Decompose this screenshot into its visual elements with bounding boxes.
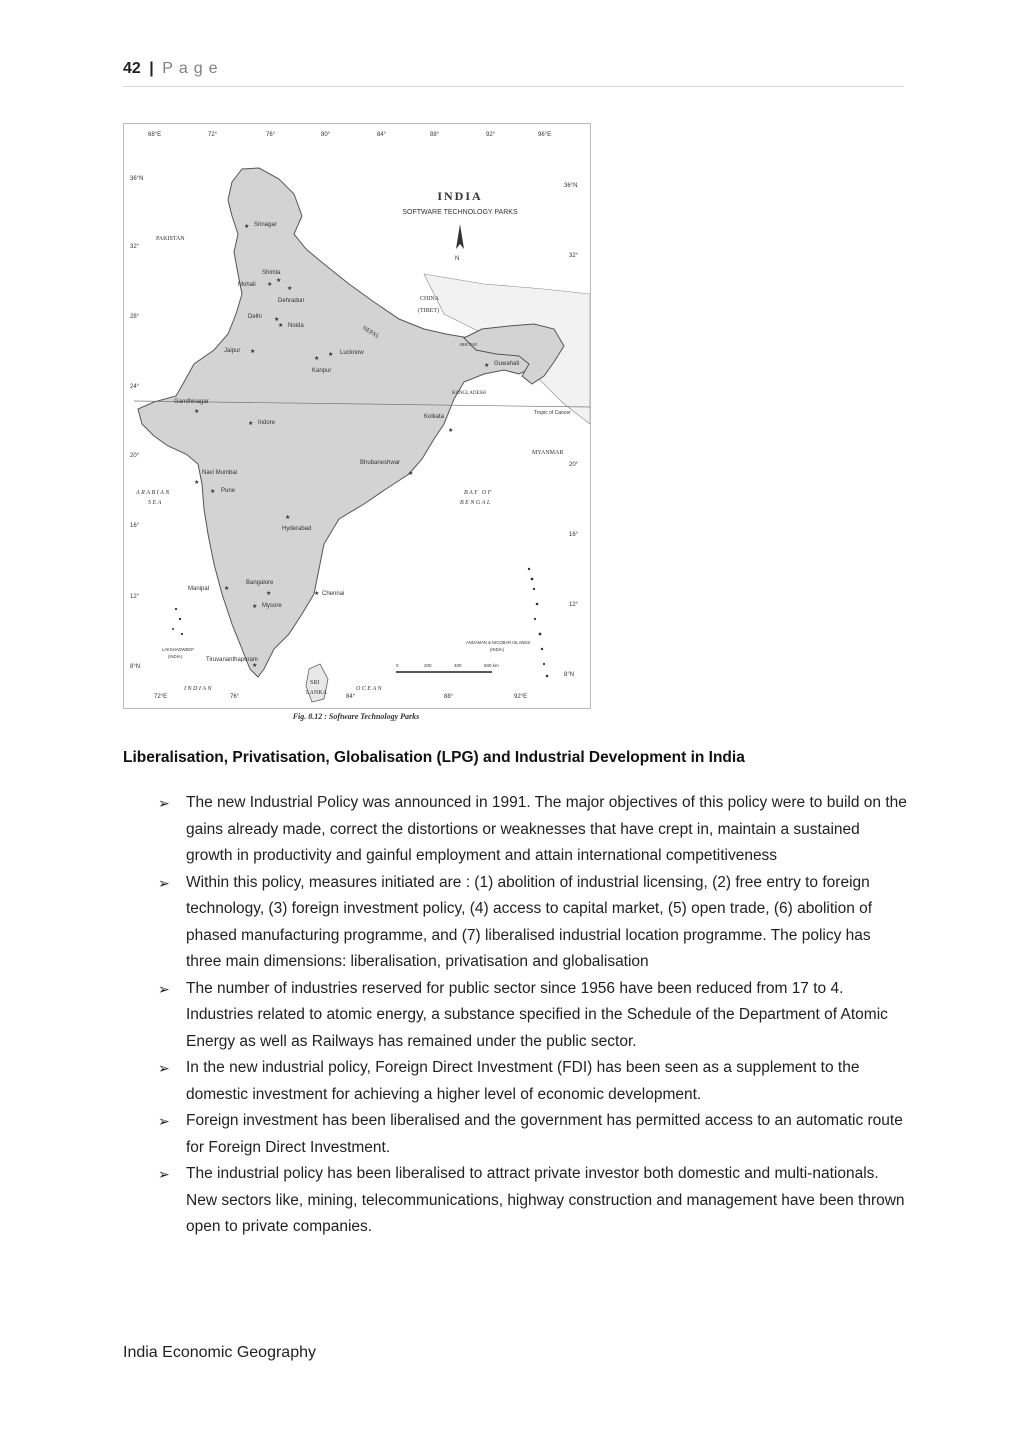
lon-bottom-2: 84° [346,694,356,700]
lat-left-2: 28° [130,314,140,320]
lat-right-5: 16° [569,532,579,538]
lon-top-6: 92° [486,132,496,138]
lat-right-6: 12° [569,602,579,608]
label-china: CHINA [420,296,439,302]
label-indian: INDIAN [184,686,213,692]
city-kanpur: Kanpur [312,368,332,374]
city-mohali: Mohali [238,282,256,288]
list-item [123,976,908,1056]
city-srinagar: Srinagar [254,222,277,228]
city-marker: ★ [314,356,320,362]
list-item [123,1161,908,1241]
city-gandhinagar: Gandhinagar [174,399,209,405]
list-item [123,790,908,870]
lat-right-0: 36°N [564,183,578,189]
label-bangladesh: BANGLADESH [452,391,486,396]
map-title: INDIA [437,189,483,203]
label-andaman: ANDAMAN & NICOBAR ISLANDS [466,640,531,645]
city-manipal: Manipal [188,586,210,592]
city-marker: ★ [287,286,293,292]
lon-bottom-0: 72°E [154,694,168,700]
city-kolkata: Kolkata [424,414,445,420]
india-landmass [138,168,532,677]
city-marker: ★ [194,409,200,415]
lat-left-3: 24° [130,384,140,390]
city-marker: ★ [328,352,334,358]
arrow-bullet-icon: ➢ [158,795,170,811]
city-dehradun: Dehradun [278,298,305,304]
list-item [123,870,908,976]
city-marker: ★ [448,428,454,434]
city-marker: ★ [274,317,280,323]
svg-text:N: N [455,256,460,262]
lat-left-1: 32° [130,244,140,250]
section-heading: Liberalisation, Privatisation, Globalisation (LPG) and Industrial Development in India [123,749,745,766]
list-item-text: The new Industrial Policy was announced in 1991. The major objectives of this policy were to build on the gains already made, correct the distortions or weaknesses that have crept in, maintain a sustained growth in productivity and gainful employment and attain international competitiveness [186,794,907,864]
scale-400: 400 [454,663,462,668]
list-item-text: The industrial policy has been liberalised to attract private investor both domestic and multi-nationals. New sectors like, mining, telecommunications, highway construction and management have been thrown open to private companies. [186,1165,905,1235]
india-map-figure [123,123,591,709]
lat-left-7: 8°N [130,664,141,670]
label-ocean: OCEAN [356,686,384,692]
page-header [123,60,904,87]
lat-right-7: 8°N [564,672,575,678]
label-lakshadweep-india: (INDIA) [168,654,182,659]
lat-left-5: 16° [130,523,140,529]
city-chennai: Chennai [322,591,345,597]
lon-bottom-4: 92°E [514,694,528,700]
label-lanka: LANKA [306,690,327,696]
list-item-text: Foreign investment has been liberalised and the government has permitted access to an automatic route for Foreign Direct Investment. [186,1112,903,1156]
city-lucknow: Lucknow [340,350,364,356]
list-item-text: Within this policy, measures initiated are : (1) abolition of industrial licensing, (2) free entry to foreign technology, (3) foreign investment policy, (4) access to capital market, (5) open trade, (6) abolition of phased manufacturing programme, and (7) liberalised industrial location programme. The policy has three main dimensions: liberalisation, privatisation and globalisation [186,873,873,970]
city-marker: ★ [285,515,291,521]
lat-left-6: 12° [130,594,140,600]
city-pune: Pune [221,488,236,494]
city-marker: ★ [266,591,272,597]
city-marker: ★ [278,323,284,329]
arrow-bullet-icon: ➢ [158,1060,170,1076]
lat-left-0: 36°N [130,176,144,182]
city-marker: ★ [250,349,256,355]
city-delhi: Delhi [248,314,262,320]
label-bengal: BENGAL [460,500,492,506]
label-andaman-india: (INDIA) [490,647,504,652]
city-marker: ★ [408,471,414,477]
city-jaipur: Jaipur [224,348,241,354]
lon-top-7: 96°E [538,132,552,138]
label-pakistan: PAKISTAN [156,236,185,242]
figure-caption: Fig. 8.12 : Software Technology Parks [292,712,420,721]
city-marker: ★ [244,224,250,230]
label-bhutan: BHUTAN [460,342,478,347]
label-nepal: NEPAL [361,325,381,341]
arrow-bullet-icon: ➢ [158,980,170,997]
city-hyderabad: Hyderabad [282,526,312,532]
city-marker: ★ [252,663,258,669]
city-tiruvananthapuram: Tiruvananthapuram [206,657,258,663]
city-marker: ★ [210,489,216,495]
north-arrow-icon [455,224,464,262]
city-bangalore: Bangalore [246,580,274,586]
lon-top-5: 88° [430,132,440,138]
page-footer: India Economic Geography [123,1344,316,1361]
lon-top-1: 72° [208,132,218,138]
city-marker: ★ [276,278,282,284]
list-item [123,1055,908,1108]
india-map [124,124,590,708]
lon-top-3: 80° [321,132,331,138]
page-number: 42 [123,60,141,77]
city-indore: Indore [258,420,276,426]
city-marker: ★ [267,282,273,288]
lon-top-2: 76° [266,132,276,138]
city-shimla: Shimla [262,270,281,276]
lat-right-1: 32° [569,253,579,259]
lon-top-4: 84° [377,132,387,138]
arrow-bullet-icon: ➢ [158,1166,170,1182]
list-item-text: In the new industrial policy, Foreign Direct Investment (FDI) has been seen as a supplement to the domestic investment for achieving a higher level of economic development. [186,1059,860,1103]
label-bay-of: BAY OF [464,490,493,496]
map-subtitle: SOFTWARE TECHNOLOGY PARKS [402,209,518,216]
label-lakshadweep: LAKSHADWEEP [162,647,194,652]
city-marker: ★ [252,604,258,610]
scale-bar [396,663,499,672]
arrow-bullet-icon: ➢ [158,874,170,891]
city-noida: Noida [288,323,304,329]
bullet-list [123,790,908,1241]
lat-right-4: 20° [569,462,579,468]
scale-200: 200 [424,663,432,668]
city-marker: ★ [224,586,230,592]
city-marker: ★ [194,480,200,486]
header-separator: | [149,60,154,77]
city-guwahati: Guwahati [494,361,520,367]
city-mysore: Mysore [262,603,282,609]
page-label: Page [162,60,224,77]
lon-top-0: 68°E [148,132,162,138]
label-tibet: (TIBET) [418,308,439,314]
label-sri: SRI [310,680,320,686]
lon-bottom-3: 88° [444,694,454,700]
city-marker: ★ [248,421,254,427]
tropic-label: Tropic of Cancer [534,410,571,416]
label-myanmar: MYANMAR [532,450,564,456]
city-marker: ★ [314,591,320,597]
label-sea: SEA [148,500,163,506]
label-arabian: ARABIAN [136,490,171,496]
city-marker: ★ [484,363,490,369]
scale-0: 0 [396,663,399,668]
lon-bottom-1: 76° [230,694,240,700]
city-navi-mumbai: Navi Mumbai [202,470,238,476]
city-bhubaneshwar: Bhubaneshwar [360,460,401,466]
lat-left-4: 20° [130,453,140,459]
list-item-text: The number of industries reserved for public sector since 1956 have been reduced from 17 to 4. Industries related to atomic energy, a substance specified in the Schedule of the Department of Atomic Energy as well as Railways has remained under the public sector. [186,979,888,1050]
list-item [123,1108,908,1161]
scale-600: 600 km [484,663,499,668]
arrow-bullet-icon: ➢ [158,1113,170,1129]
